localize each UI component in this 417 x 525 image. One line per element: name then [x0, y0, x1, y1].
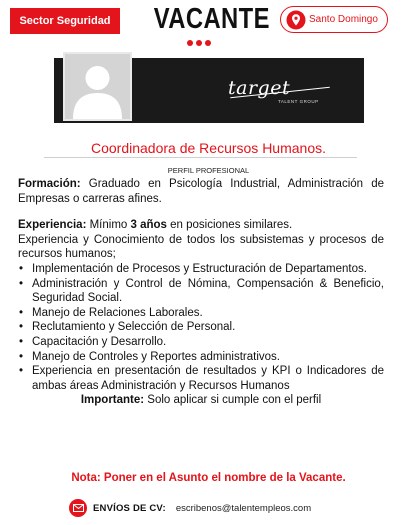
cv-label: ENVÍOS DE CV:	[93, 502, 166, 514]
important-note	[18, 393, 384, 408]
cv-contact	[69, 499, 311, 517]
dot	[196, 40, 202, 46]
experiencia-text: Mínimo	[86, 219, 131, 232]
sector-badge-label: Sector Seguridad	[19, 15, 111, 27]
sector-badge	[10, 8, 120, 34]
divider	[44, 157, 357, 158]
user-silhouette-icon	[65, 54, 130, 119]
logo-subtitle: TALENT GROUP	[278, 99, 319, 104]
email-link[interactable]: escribenos@talentempleos.com	[175, 502, 312, 514]
experiencia-label: Experiencia:	[18, 219, 87, 232]
company-logo	[228, 77, 348, 107]
job-description	[18, 177, 384, 408]
list-item: • Implementación de Procesos y Estructuración de Departamentos.	[18, 262, 384, 277]
important-text: Solo aplicar si cumple con el perfil	[144, 394, 322, 407]
requirements-list	[18, 262, 384, 393]
experiencia-years: 3 años	[130, 219, 167, 232]
envelope-icon	[69, 499, 87, 517]
important-label: Importante:	[80, 394, 145, 407]
title-dots-decoration	[187, 40, 211, 46]
profile-label: PERFIL PROFESIONAL	[167, 166, 250, 175]
dot	[187, 40, 193, 46]
list-item: • Experiencia en presentación de resultados y KPI o Indicadores de ambas áreas Administración y Recursos Humanos	[18, 364, 384, 393]
experiencia-text-end: en posiciones similares.	[166, 219, 293, 232]
logo-wordmark: target	[228, 77, 291, 99]
location-text: Santo Domingo	[309, 14, 378, 25]
location-badge	[280, 6, 388, 33]
location-pin-icon	[286, 10, 306, 30]
profile-placeholder-image	[63, 52, 132, 121]
list-item: • Administración y Control de Nómina, Compensación & Beneficio, Seguridad Social.	[18, 277, 384, 306]
dot	[205, 40, 211, 46]
list-item: • Manejo de Relaciones Laborales.	[18, 306, 384, 321]
formacion-text: Graduado en Psicología Industrial, Administración de Empresas o carreras afines.	[18, 178, 384, 205]
experiencia-paragraph	[18, 218, 384, 233]
list-item: • Manejo de Controles y Reportes administrativos.	[18, 350, 384, 365]
list-item: • Capacitación y Desarrollo.	[18, 335, 384, 350]
subject-note: Nota: Poner en el Asunto el nombre de la Vacante.	[71, 472, 346, 484]
page-title: VACANTE	[153, 3, 270, 35]
formacion-label: Formación:	[18, 178, 81, 190]
experiencia-detail: Experiencia y Conocimiento de todos los subsistemas y procesos de recursos humanos;	[18, 233, 384, 261]
formacion-paragraph	[18, 177, 384, 206]
job-title: Coordinadora de Recursos Humanos.	[90, 140, 326, 156]
list-item: • Reclutamiento y Selección de Personal.	[18, 320, 384, 335]
